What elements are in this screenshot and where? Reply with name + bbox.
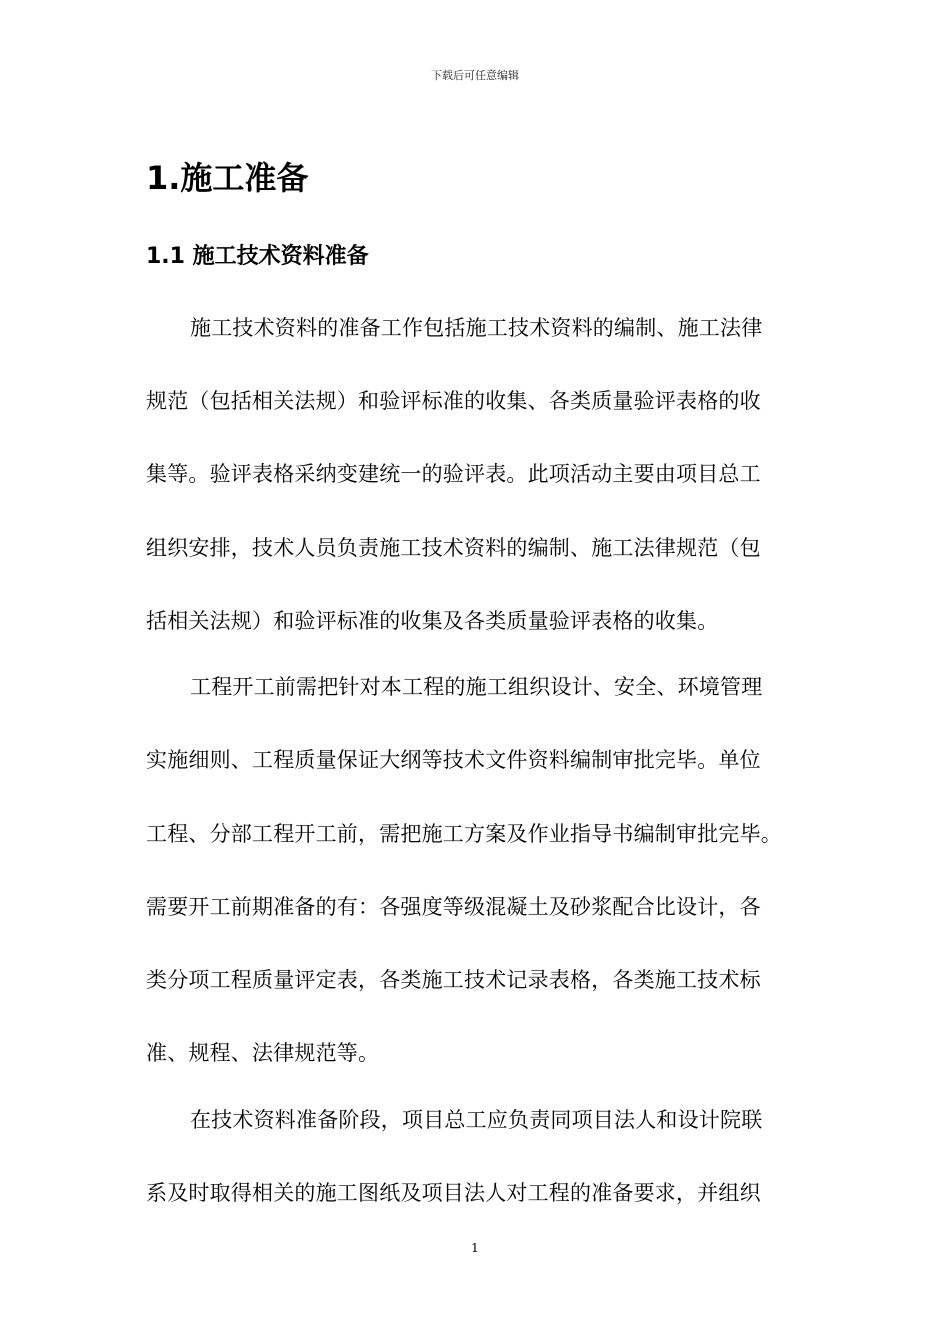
paragraph-line: 类分项工程质量评定表，各类施工技术记录表格，各类施工技术标: [146, 968, 761, 992]
paragraph-line: 施工技术资料的准备工作包括施工技术资料的编制、施工法律: [190, 316, 763, 340]
page-number: 1: [471, 1241, 479, 1255]
paragraph-line: 实施细则、工程质量保证大纲等技术文件资料编制审批完毕。单位: [146, 748, 761, 772]
paragraph-line: 系及时取得相关的施工图纸及项目法人对工程的准备要求，并组织: [146, 1181, 761, 1205]
heading-1: 1.施工准备: [146, 159, 309, 197]
paragraph-line: 需要开工前期准备的有：各强度等级混凝土及砂浆配合比设计，各: [146, 895, 761, 919]
paragraph-line: 准、规程、法律规范等。: [146, 1041, 380, 1065]
paragraph-line: 工程、分部工程开工前，需把施工方案及作业指导书编制审批完毕。: [146, 822, 782, 846]
paragraph-line: 在技术资料准备阶段，项目总工应负责同项目法人和设计院联: [190, 1108, 763, 1132]
header-note: 下载后可任意编辑: [431, 69, 519, 82]
paragraph-line: 集等。验评表格采纳变建统一的验评表。此项活动主要由项目总工: [146, 462, 761, 486]
paragraph-line: 工程开工前需把针对本工程的施工组织设计、安全、环境管理: [190, 675, 763, 699]
paragraph-line: 组织安排，技术人员负责施工技术资料的编制、施工法律规范（包: [146, 536, 761, 560]
heading-2: 1.1 施工技术资料准备: [146, 244, 369, 269]
paragraph-line: 规范（包括相关法规）和验评标准的收集、各类质量验评表格的收: [146, 389, 761, 413]
paragraph-line: 括相关法规）和验评标准的收集及各类质量验评表格的收集。: [146, 609, 719, 633]
